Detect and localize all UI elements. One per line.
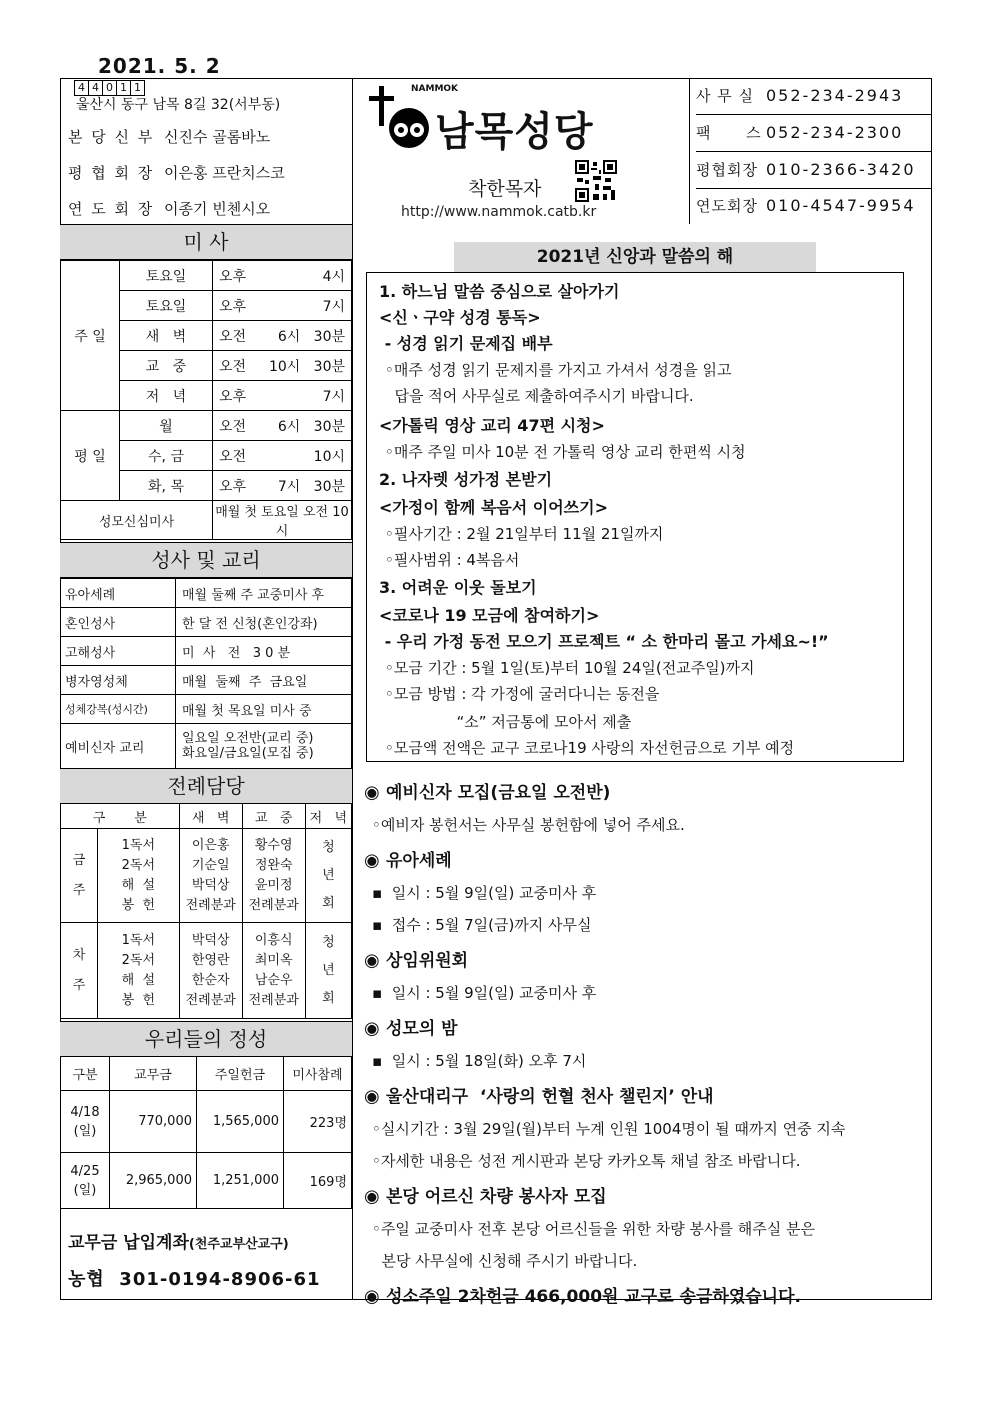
role: 해 설	[121, 877, 156, 893]
main-ministers	[242, 829, 305, 923]
minister: 이은홍	[191, 837, 230, 853]
minister: 박덕상	[191, 877, 230, 893]
column-header: 구 분	[61, 804, 180, 829]
table-row	[61, 724, 352, 769]
bullet-icon: ◉	[364, 782, 386, 803]
column-header: 교무금	[110, 1057, 197, 1091]
role: 1독서	[121, 837, 156, 853]
sacrament-schedule: 매월 둘째 주 금요일	[176, 666, 352, 695]
attendance-count: 223명	[284, 1091, 352, 1153]
notice-title-text: 본당 어르신 차량 봉사자 모집	[385, 1187, 607, 1207]
table-row	[61, 261, 352, 291]
column-header: 주일헌금	[197, 1057, 284, 1091]
notice-title-text: 성모의 밤	[385, 1019, 458, 1039]
mass-day: 토요일	[120, 261, 213, 291]
sacraments-section-title: 성사 및 교리	[60, 542, 352, 578]
dues-amount: 770,000	[110, 1091, 197, 1153]
mass-ampm: 오전	[213, 411, 268, 441]
address: 울산시 동구 남목 8길 32(서부동)	[76, 97, 281, 113]
contact-key: 평협회장	[696, 161, 758, 179]
main-ministers	[242, 923, 305, 1019]
mass-time: 7시	[267, 381, 352, 411]
sacrament-name: 병자영성체	[61, 666, 176, 695]
table-row	[61, 608, 352, 637]
pastoral-plan-box	[366, 272, 904, 762]
notice-title-text: 상임위원회	[385, 951, 469, 971]
slogan: 착한목자	[468, 178, 542, 200]
pastor-row	[68, 126, 270, 147]
column-header: 구분	[61, 1057, 110, 1091]
plan-line: ◦필사범위 : 4복음서	[385, 551, 520, 569]
contact-council	[696, 152, 932, 189]
mass-day: 저 녁	[120, 381, 213, 411]
mass-time: 7시	[267, 291, 352, 321]
mass-ampm: 오후	[213, 261, 268, 291]
evening-ministers	[305, 923, 351, 1019]
minister-char: 청	[322, 934, 335, 950]
notice-line: ▪ 일시 : 5월 9일(일) 교중미사 후	[372, 984, 597, 1002]
mass-day: 교 중	[120, 351, 213, 381]
mass-day: 토요일	[120, 291, 213, 321]
minister: 최미옥	[254, 952, 293, 968]
plan-line: <코로나 19 모금에 참여하기>	[379, 606, 600, 625]
row-value: 이종기 빈첸시오	[164, 200, 271, 218]
plan-line: 답을 적어 사무실로 제출하여주시기 바랍니다.	[385, 387, 694, 405]
parish-title: 남목성당	[435, 109, 594, 155]
mass-day: 수, 금	[120, 441, 213, 471]
contact-yeondo	[696, 188, 932, 224]
week-label	[61, 829, 98, 923]
minister: 이흥식	[254, 932, 293, 948]
church-logo-icon	[365, 86, 435, 150]
notice-line: 본당 사무실에 신청해 주시기 바랍니다.	[372, 1252, 638, 1270]
liturgy-table	[60, 803, 352, 1019]
sacrament-name: 성체강복(성시간)	[61, 695, 176, 724]
logo-wordmark: NAMMOK	[411, 84, 459, 94]
minister: 전례분과	[248, 897, 299, 913]
row-key: 본 당 신 부	[68, 128, 155, 146]
plan-line: <신ㆍ구약 성경 통독>	[379, 308, 541, 327]
role: 1독서	[121, 932, 156, 948]
minister: 전례분과	[185, 897, 236, 913]
role: 봉 헌	[121, 992, 156, 1008]
mass-section-title: 미 사	[60, 225, 352, 260]
account-number: 농협 301-0194-8906-61	[68, 1269, 321, 1290]
notice-title	[364, 846, 452, 871]
minister: 전례분과	[248, 992, 299, 1008]
sacrament-schedule: 한 달 전 신청(혼인강좌)	[176, 608, 352, 637]
header	[60, 78, 932, 224]
offering-date	[61, 1153, 110, 1209]
notice-title-text: 울산대리구 ‘사랑의 헌혈 천사 챌린지’ 안내	[385, 1087, 714, 1107]
account-title-main: 교무금 납입계좌	[68, 1233, 189, 1253]
minister-char: 년	[322, 867, 335, 883]
contact-office	[696, 78, 932, 115]
mass-time: 7시 30분	[267, 471, 352, 501]
role: 2독서	[121, 857, 156, 873]
dues-amount: 2,965,000	[110, 1153, 197, 1209]
yeondo-row	[68, 198, 270, 219]
contact-value: 010-4547-9954	[766, 196, 916, 215]
plan-line: <가톨릭 영상 교리 47편 시청>	[379, 416, 605, 435]
table-row	[61, 923, 352, 1019]
contact-info	[690, 78, 932, 224]
minister-char: 년	[322, 962, 335, 978]
contact-key: 사 무 실	[696, 87, 755, 105]
notice-line: ▪ 접수 : 5월 7일(금)까지 사무실	[372, 916, 592, 934]
notice-title-text: 성소주일 2차헌금 466,000원 교구로 송금하였습니다.	[385, 1287, 801, 1307]
notice-title-text: 유아세례	[385, 851, 452, 871]
contact-value: 052-234-2300	[766, 123, 904, 142]
plan-line: ◦모금액 전액은 교구 코로나19 사랑의 자선헌금으로 기부 예정	[385, 739, 795, 757]
mass-ampm: 오전	[213, 321, 268, 351]
mass-ampm: 오후	[213, 381, 268, 411]
role: 해 설	[121, 972, 156, 988]
postal-digit: 1	[116, 80, 131, 96]
marian-mass-value: 매월 첫 토요일 오전 10시	[213, 501, 352, 540]
bullet-icon: ◉	[364, 950, 386, 971]
mass-time: 6시 30분	[267, 411, 352, 441]
mass-time: 4시	[267, 261, 352, 291]
table-row	[61, 501, 352, 540]
table-row	[61, 637, 352, 666]
mass-ampm: 오전	[213, 351, 268, 381]
sacraments-table	[60, 578, 352, 769]
postal-digit: 1	[130, 80, 145, 96]
minister: 정완숙	[254, 857, 293, 873]
column-header: 미사참례	[284, 1057, 352, 1091]
bullet-icon: ◉	[364, 1018, 386, 1039]
sacrament-schedule: 매월 둘째 주 교중미사 후	[176, 579, 352, 608]
week-char: 금	[72, 852, 86, 868]
offerings-table	[60, 1056, 352, 1209]
bullet-icon: ◉	[364, 1086, 386, 1107]
contact-value: 052-234-2943	[766, 86, 904, 105]
plan-line: “소” 저금통에 모아서 제출	[385, 713, 632, 731]
row-key: 평 협 회 장	[68, 164, 155, 182]
notice-line: ▪ 일시 : 5월 9일(일) 교중미사 후	[372, 884, 597, 902]
table-row	[61, 579, 352, 608]
marian-mass-label: 성모신심미사	[61, 501, 213, 540]
table-row	[61, 1153, 352, 1209]
plan-line: ◦모금 방법 : 각 가정에 굴러다니는 동전을	[385, 685, 660, 703]
council-row	[68, 162, 285, 183]
mass-schedule-table	[60, 260, 352, 540]
dawn-ministers	[179, 829, 242, 923]
plan-line: ◦매주 성경 읽기 문제지를 가지고 가셔서 성경을 읽고	[385, 361, 732, 379]
left-column	[60, 224, 353, 1300]
role: 봉 헌	[121, 897, 156, 913]
plan-line: 1. 하느님 말씀 중심으로 살아가기	[379, 282, 620, 301]
qr-code-icon[interactable]	[575, 160, 617, 202]
contact-value: 010-2366-3420	[766, 160, 916, 179]
offering-date	[61, 1091, 110, 1153]
minister: 한영란	[191, 952, 230, 968]
table-row	[61, 695, 352, 724]
header-info	[60, 78, 353, 224]
notice-line: ▪ 일시 : 5월 18일(화) 오후 7시	[372, 1052, 587, 1070]
mass-ampm: 오후	[213, 291, 268, 321]
weekday-label: 평 일	[61, 411, 120, 501]
notice-line: ◦자세한 내용은 성전 게시판과 본당 카카오톡 채널 참조 바랍니다.	[372, 1152, 801, 1170]
bullet-icon: ◉	[364, 1186, 386, 1207]
notice-title-text: 예비신자 모집(금요일 오전반)	[385, 783, 611, 803]
plan-line: ◦매주 주일 미사 10분 전 가톨릭 영상 교리 한편씩 시청	[385, 443, 746, 461]
role-list	[98, 829, 180, 923]
notice-title	[364, 1082, 714, 1107]
plan-line: <가정이 함께 복음서 이어쓰기>	[379, 498, 608, 517]
contact-fax	[696, 115, 932, 152]
mass-day: 월	[120, 411, 213, 441]
row-key: 연 도 회 장	[68, 200, 155, 218]
postal-digit: 0	[102, 80, 117, 96]
notice-line: ◦주일 교중미사 전후 본당 어르신들을 위한 차량 봉사를 해주실 분은	[372, 1220, 815, 1238]
mass-time: 10시 30분	[267, 351, 352, 381]
year-banner: 2021년 신앙과 말씀의 해	[454, 242, 816, 272]
week-char: 주	[72, 977, 86, 993]
table-row	[61, 666, 352, 695]
role: 2독서	[121, 952, 156, 968]
attendance-count: 169명	[284, 1153, 352, 1209]
catechumen-class: 일요일 오전반(교리 중)	[182, 731, 314, 746]
postal-digit: 4	[88, 80, 103, 96]
mass-ampm: 오전	[213, 441, 268, 471]
bullet-icon: ◉	[364, 850, 386, 871]
notice-title	[364, 1182, 607, 1207]
collection-amount: 1,565,000	[197, 1091, 284, 1153]
sacrament-name: 예비신자 교리	[61, 724, 176, 769]
plan-line: 2. 나자렛 성가정 본받기	[379, 470, 553, 489]
minister: 남순우	[254, 972, 293, 988]
row-value: 신진수 골롬바노	[164, 128, 271, 146]
collection-amount: 1,251,000	[197, 1153, 284, 1209]
minister: 전례분과	[185, 992, 236, 1008]
minister-char: 회	[322, 990, 335, 1006]
contact-key: 팩 스	[696, 124, 762, 142]
notice-title	[364, 1282, 801, 1307]
sacrament-schedule: 미 사 전 3 0 분	[176, 637, 352, 666]
week-char: 차	[72, 947, 86, 963]
offerings-section-title: 우리들의 정성	[60, 1021, 352, 1057]
table-row	[61, 1057, 352, 1091]
date-line: 4/18	[70, 1104, 100, 1120]
date-line: (일)	[73, 1182, 97, 1198]
account-title	[68, 1228, 289, 1253]
notice-line: ◦예비자 봉헌서는 사무실 봉헌함에 넣어 주세요.	[372, 816, 685, 834]
mass-time: 6시 30분	[267, 321, 352, 351]
week-label	[61, 923, 98, 1019]
account-diocese: (천주교부산교구)	[188, 1237, 289, 1252]
postal-digit: 4	[74, 80, 89, 96]
website-link[interactable]: http://www.nammok.catb.kr	[401, 204, 597, 220]
minister: 윤미정	[254, 877, 293, 893]
mass-day: 화, 목	[120, 471, 213, 501]
evening-ministers	[305, 829, 351, 923]
header-logo-area	[353, 78, 690, 224]
mass-ampm: 오후	[213, 471, 268, 501]
date-line: 4/25	[70, 1163, 100, 1179]
dawn-ministers	[179, 923, 242, 1019]
table-row	[61, 411, 352, 441]
minister: 황수영	[254, 837, 293, 853]
contact-key: 연도회장	[696, 197, 758, 215]
catechumen-class: 화요일/금요일(모집 중)	[182, 746, 314, 761]
sacrament-name: 고해성사	[61, 637, 176, 666]
table-row	[61, 1091, 352, 1153]
sacrament-name: 유아세례	[61, 579, 176, 608]
column-header: 새 벽	[179, 804, 242, 829]
role-list	[98, 923, 180, 1019]
right-column	[354, 224, 932, 1307]
sacrament-schedule: 매월 첫 목요일 미사 중	[176, 695, 352, 724]
sunday-label: 주 일	[61, 261, 120, 411]
plan-line: - 성경 읽기 문제집 배부	[379, 334, 553, 353]
sacrament-name: 혼인성사	[61, 608, 176, 637]
mass-time: 10시	[267, 441, 352, 471]
week-char: 주	[72, 882, 86, 898]
mass-day: 새 벽	[120, 321, 213, 351]
minister: 박덕상	[191, 932, 230, 948]
plan-line: ◦필사기간 : 2월 21일부터 11월 21일까지	[385, 525, 664, 543]
column-header: 교 중	[242, 804, 305, 829]
minister-char: 청	[322, 839, 335, 855]
notice-title	[364, 946, 468, 971]
bullet-icon: ◉	[364, 1286, 386, 1307]
minister: 한순자	[191, 972, 230, 988]
notice-line: ◦실시기간 : 3월 29일(월)부터 누계 인원 1004명이 될 때까지 연중 지속	[372, 1120, 846, 1138]
minister-char: 회	[322, 895, 335, 911]
liturgy-section-title: 전례담당	[60, 768, 352, 804]
plan-line: ◦모금 기간 : 5월 1일(토)부터 10월 24일(전교주일)까지	[385, 659, 755, 677]
plan-line: - 우리 가정 동전 모으기 프로젝트 “ 소 한마리 몰고 가세요~!”	[379, 632, 829, 651]
bulletin-date: 2021. 5. 2	[98, 54, 221, 78]
minister: 기순일	[191, 857, 230, 873]
table-row	[61, 829, 352, 923]
notice-title	[364, 1014, 458, 1039]
date-line: (일)	[73, 1123, 97, 1139]
sacrament-schedule	[176, 724, 352, 769]
table-row	[61, 804, 352, 829]
notice-title	[364, 778, 610, 803]
plan-line: 3. 어려운 이웃 돌보기	[379, 578, 537, 597]
row-value: 이은홍 프란치스코	[164, 164, 285, 182]
column-header: 저 녁	[305, 804, 351, 829]
